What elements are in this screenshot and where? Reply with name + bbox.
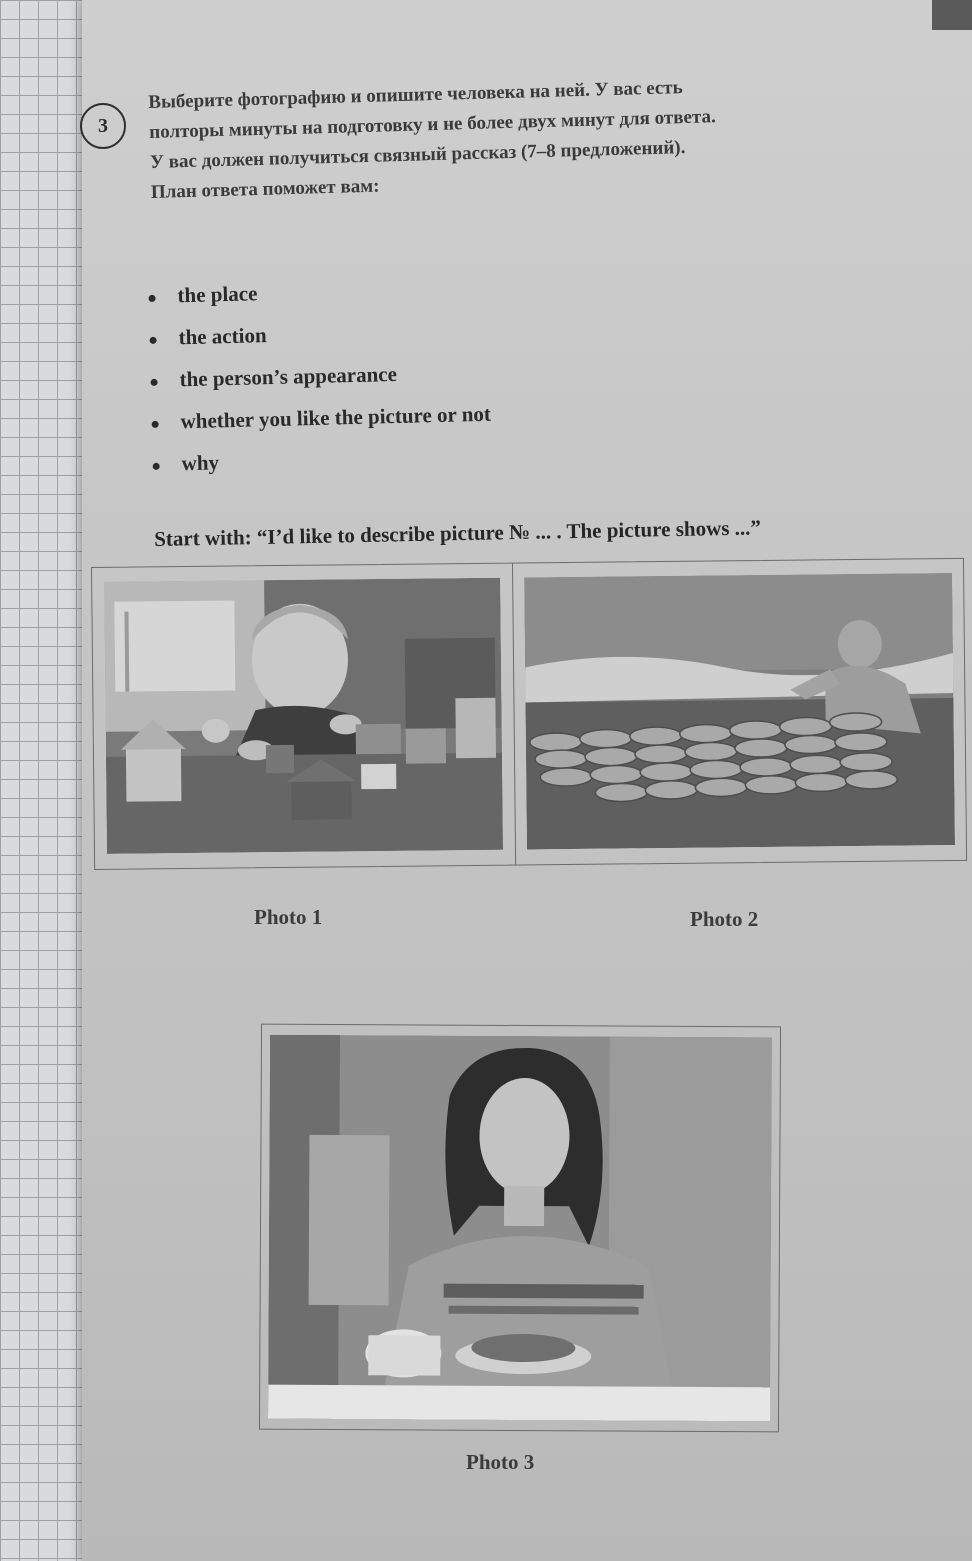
- grid-notebook-page: [0, 0, 95, 1561]
- plan-item: [151, 393, 491, 443]
- plan-item-label: why: [181, 450, 220, 476]
- instruction-line: полторы минуты на подготовку и не более двух минут для ответа.: [148, 106, 716, 143]
- bullet-icon: [152, 420, 159, 427]
- photos-row-frame: [91, 558, 967, 870]
- photo-divider: [512, 564, 516, 865]
- answer-plan-list: [148, 267, 492, 485]
- photo-3-caption: Photo 3: [466, 1450, 535, 1474]
- task-number-badge: 3: [80, 103, 126, 149]
- instruction-line: План ответа поможет вам:: [150, 175, 380, 203]
- photo-2-caption: Photo 2: [690, 907, 759, 931]
- bullet-icon: [148, 295, 155, 302]
- page-corner: [932, 0, 972, 30]
- photo-1-caption: Photo 1: [254, 905, 323, 929]
- task-instruction: [148, 66, 946, 208]
- photo-2-image: [524, 573, 955, 849]
- bullet-icon: [150, 336, 157, 343]
- plan-item: [152, 435, 492, 485]
- photo-3-image: [268, 1035, 772, 1422]
- bullet-icon: [153, 462, 160, 469]
- plan-item-label: the person’s appearance: [179, 361, 398, 392]
- photo-3-frame: [259, 1024, 781, 1433]
- start-with-text: Start with: “I’d like to describe picture № ... . The picture shows ...”: [154, 515, 762, 551]
- instruction-line: Выберите фотографию и опишите человека на ней. У вас есть: [148, 77, 683, 113]
- bullet-icon: [151, 378, 158, 385]
- plan-item-label: whether you like the picture or not: [180, 401, 492, 434]
- instruction-line: У вас должен получиться связный рассказ (7–8 предложений).: [149, 137, 686, 173]
- plan-item-label: the action: [178, 323, 267, 350]
- plan-item-label: the place: [177, 281, 258, 308]
- photo-1-image: [104, 578, 503, 854]
